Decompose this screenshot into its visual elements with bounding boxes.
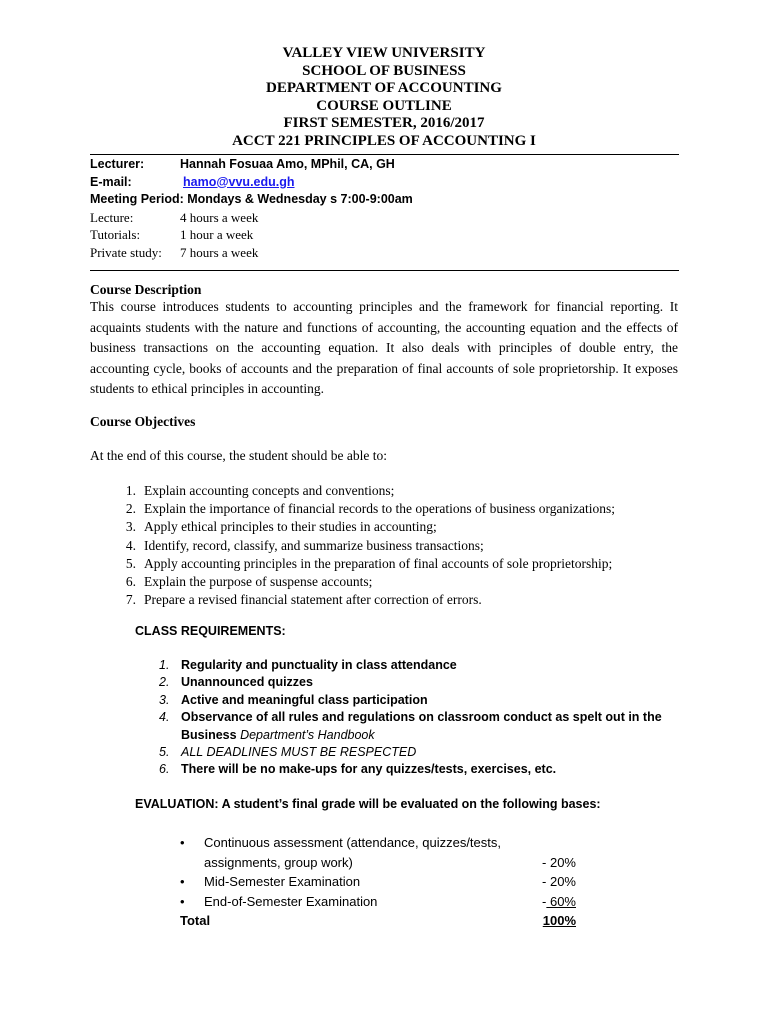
list-item-continuation: Business Department’s Handbook (181, 727, 375, 742)
evaluation-text: A student’s final grade will be evaluated on the following bases: (218, 797, 601, 811)
private-study-value: 7 hours a week (180, 244, 259, 260)
tutorials-row (90, 226, 413, 244)
private-study-label: Private study: (90, 244, 162, 260)
private-study-row (90, 244, 413, 262)
evaluation-label: EVALUATION: (135, 797, 219, 811)
department-name: DEPARTMENT OF ACCOUNTING (266, 80, 502, 96)
meeting-value: Mondays & Wednesday s 7:00-9:00am (187, 192, 413, 206)
meeting-label: Meeting Period: (90, 192, 184, 206)
list-item: 3. Active and meaningful class participation (159, 692, 428, 707)
class-requirements-title: CLASS REQUIREMENTS: (135, 624, 286, 638)
course-title: ACCT 221 PRINCIPLES OF ACCOUNTING I (232, 132, 536, 149)
document-header (90, 45, 678, 150)
list-item: 6. Explain the purpose of suspense accounts; (125, 573, 373, 589)
course-objectives-title: Course Objectives (90, 414, 196, 429)
objectives-list (90, 482, 615, 609)
school-name: SCHOOL OF BUSINESS (302, 62, 466, 79)
tutorials-label: Tutorials: (90, 227, 141, 242)
tutorials-value: 1 hour a week (180, 227, 254, 242)
grade-item-continuation: assignments, group work) - 20% (204, 854, 576, 870)
list-item: 2. Unannounced quizzes (159, 675, 313, 690)
lecturer-row (90, 156, 413, 174)
grading-breakdown (180, 833, 580, 931)
list-item: 1. Regularity and punctuality in class attendance (159, 658, 457, 672)
list-item: 5. ALL DEADLINES MUST BE RESPECTED (159, 745, 417, 760)
course-info (90, 156, 413, 261)
university-name: VALLEY VIEW UNIVERSITY (282, 45, 486, 61)
list-item: 7. Prepare a revised financial statement after correction of errors. (125, 592, 482, 608)
email-link[interactable]: hamo@vvu.edu.gh (183, 174, 295, 189)
course-description-title: Course Description (90, 282, 202, 297)
grade-total (180, 911, 580, 931)
info-divider (90, 270, 679, 271)
objectives-intro: At the end of this course, the student should be able to: (90, 448, 387, 463)
semester: FIRST SEMESTER, 2016/2017 (283, 115, 485, 131)
grade-item: • End-of-Semester Examination - 60% (180, 893, 576, 909)
meeting-row (90, 191, 413, 209)
requirements-list (135, 657, 662, 779)
lecture-value: 4 hours a week (180, 209, 259, 225)
grade-item: • Continuous assessment (attendance, quizzes/tests, (180, 835, 501, 850)
course-description-text: This course introduces students to accounting principles and the framework for financial reporting. It acquaints students with the nature and functions of accounting, the accounting equation and the effects of business transactions on the accounting equation. It also deals with principles of double entry, the accounting cycle, books of accounts and the preparation of final accounts of sole proprietorship. It exposes students to ethical principles in accounting. (90, 299, 678, 397)
total-label: Total (180, 913, 211, 928)
lecturer-label: Lecturer: (90, 157, 145, 171)
document-type: COURSE OUTLINE (316, 97, 452, 114)
list-item: 6. There will be no make-ups for any quizzes/tests, exercises, etc. (159, 762, 557, 777)
grade-item: • Mid-Semester Examination - 20% (180, 874, 576, 889)
list-item: 3. Apply ethical principles to their studies in accounting; (125, 519, 437, 535)
header-divider (90, 154, 679, 155)
list-item: 1. Explain accounting concepts and conventions; (125, 483, 395, 498)
total-value: 100% (542, 913, 576, 928)
lecture-label: Lecture: (90, 209, 134, 225)
evaluation-statement (135, 797, 601, 811)
email-row (90, 174, 413, 192)
list-item: 4. Observance of all rules and regulations on classroom conduct as spelt out in the (159, 710, 662, 725)
list-item: 5. Apply accounting principles in the preparation of final accounts of sole proprietorship; (125, 555, 613, 571)
email-label: E-mail: (90, 174, 132, 189)
lecturer-value: Hannah Fosuaa Amo, MPhil, CA, GH (180, 157, 395, 171)
list-item: 4. Identify, record, classify, and summarize business transactions; (125, 537, 484, 553)
lecture-row (90, 209, 413, 227)
list-item: 2. Explain the importance of financial records to the operations of business organizations; (125, 501, 615, 517)
